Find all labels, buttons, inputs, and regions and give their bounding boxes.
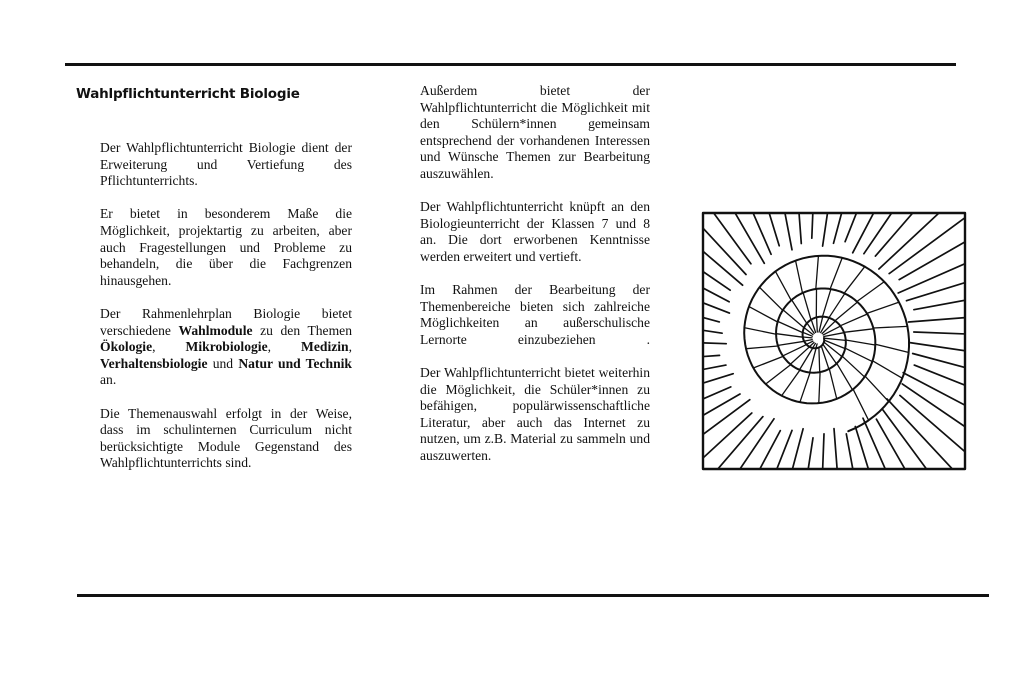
term-wahlmodule: Wahlmodule xyxy=(178,322,253,338)
term-verhaltensbiologie: Verhaltensbiologie xyxy=(100,355,208,371)
paragraph-topic-selection: Die Themenauswahl erfolgt in der Weise, dass im schulinternen Curriculum nicht berücksichtigte Module Gegenstand des Wahlpflichtunterrichts sind. xyxy=(100,405,352,471)
term-oekologie: Ökologie xyxy=(100,339,153,355)
paragraph-modules: Der Rahmenlehrplan Biologie bietet verschiedene Wahlmodule zu den Themen Ökologie, Mikrobiologie, Medizin, Verhaltensbiologie und Natur und Technik an. xyxy=(100,305,352,388)
term-natur-und-technik: Natur und Technik xyxy=(238,355,352,371)
column-left xyxy=(100,140,352,488)
paragraph-intro: Der Wahlpflichtunterricht Biologie dient der Erweiterung und Vertiefung des Pflichtunterrichts. xyxy=(100,140,352,189)
column-middle xyxy=(420,83,650,481)
paragraph-literature: Der Wahlpflichtunterricht bietet weiterhin die Möglichkeit, die Schüler*innen zu befähigen, populärwissenschaftliche Literatur, aber auch das Internet zu nutzen, um z.B. Material zu sammeln und auszuwerten. xyxy=(420,365,650,464)
paragraph-student-choice: Außerdem bietet der Wahlpflichtunterricht die Möglichkeit mit den Schülern*innen gemeinsam entsprechend der vorhandenen Interessen und Wünsche Themen zur Bearbeitung auszuwählen. xyxy=(420,83,650,181)
paragraph-learning-locations: Im Rahmen der Bearbeitung der Themenbereiche bieten sich zahlreiche Möglichkeiten an außerschulische Lernorte einzubeziehen . xyxy=(420,282,650,347)
bottom-rule xyxy=(77,594,989,597)
paragraph-project-work: Er bietet in besonderem Maße die Möglichkeit, projektartig zu arbeiten, aber auch Fragestellungen und Probleme zu behandeln, die über die Fachgrenzen hinausgehen. xyxy=(100,206,352,288)
term-mikrobiologie: Mikrobiologie xyxy=(185,339,268,355)
page-title: Wahlpflichtunterricht Biologie xyxy=(76,86,300,102)
top-rule xyxy=(65,63,956,66)
term-medizin: Medizin xyxy=(301,339,349,355)
spiral-shell-drawing-icon xyxy=(700,210,968,472)
paragraph-grades: Der Wahlpflichtunterricht knüpft an den Biologieunterricht der Klassen 7 und 8 an. Die dort erworbenen Kenntnisse werden erweitert und vertieft. xyxy=(420,199,650,264)
